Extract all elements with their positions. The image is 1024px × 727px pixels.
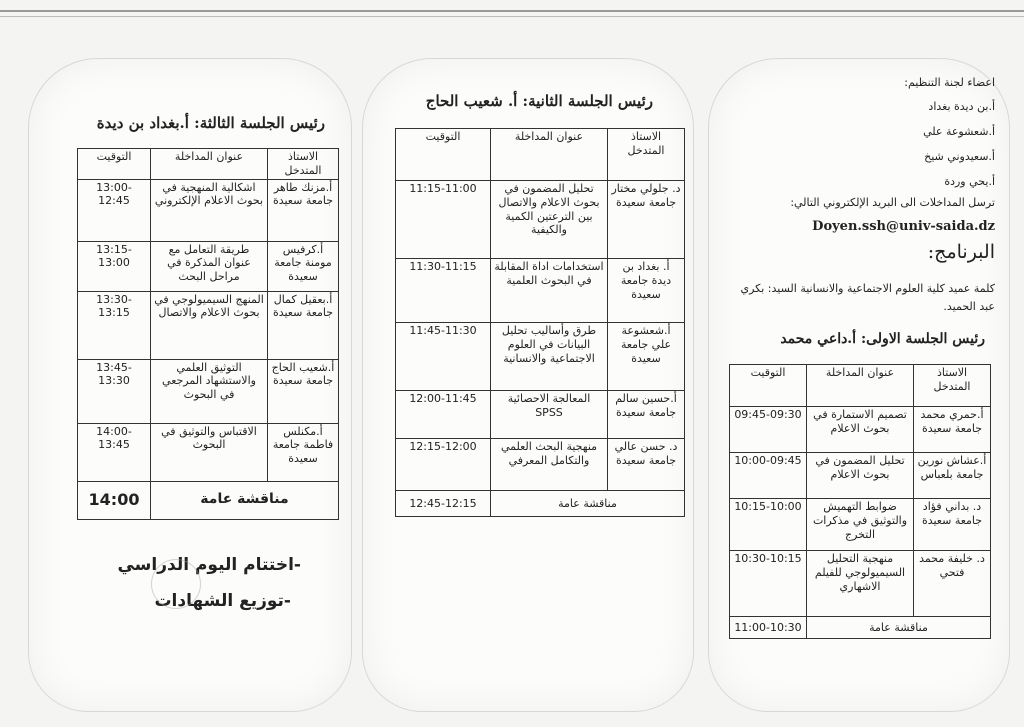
table-row	[730, 551, 991, 617]
table-row	[78, 359, 339, 423]
time-cell: 09:45-09:30	[730, 407, 807, 453]
session-2-table	[395, 128, 685, 517]
header-title: عنوان المداخلة	[151, 149, 268, 180]
header-time: التوقيت	[396, 129, 491, 181]
discussion-label: مناقشة عامة	[807, 617, 991, 639]
contact-email[interactable]: Doyen.ssh@univ-saida.dz	[812, 219, 995, 234]
committee-member: أ.شعشوعة علي	[923, 125, 995, 138]
table-row	[396, 391, 685, 439]
committee-member: أ.سعيدوني شيخ	[924, 150, 995, 163]
time-cell: 11:30-11:15	[396, 259, 491, 323]
speaker-cell: أ.كرفيس مومنة جامعة سعيدة	[268, 241, 339, 291]
header-time: التوقيت	[730, 365, 807, 407]
discussion-label: مناقشة عامة	[151, 481, 339, 519]
top-rule-secondary	[0, 16, 1024, 17]
title-cell: المنهج السيميولوجي في بحوث الاعلام والاتصال	[151, 291, 268, 359]
speaker-cell: أ.عشاش نورين جامعة بلعباس	[914, 453, 991, 499]
committee-member: أ.يحي وردة	[944, 175, 995, 188]
header-title: عنوان المداخلة	[491, 129, 608, 181]
title-cell: المعالجة الاحصائية SPSS	[491, 391, 608, 439]
title-cell: تحليل المضمون في بحوث الاعلام والاتصال بين الترعتين الكمية والكيفية	[491, 181, 608, 259]
speaker-cell: د. خليفة محمد فتحي	[914, 551, 991, 617]
time-cell: 14:00-13:45	[78, 423, 151, 481]
table-row	[730, 407, 991, 453]
table-row	[78, 423, 339, 481]
discussion-time: 11:00-10:30	[730, 617, 807, 639]
title-cell: منهجية التحليل السيميولوجي للفيلم الاشهاري	[807, 551, 914, 617]
time-cell: 13:30-13:15	[78, 291, 151, 359]
title-cell: تصميم الاستمارة في بحوث الاعلام	[807, 407, 914, 453]
title-cell: طريقة التعامل مع عنوان المذكرة في مراحل البحث	[151, 241, 268, 291]
title-cell: منهجية البحث العلمي والتكامل المعرفي	[491, 439, 608, 491]
email-note: ترسل المداخلات الى البريد الإلكتروني التالي:	[790, 196, 995, 209]
opening-speech: كلمة عميد كلية العلوم الاجتماعية والانسانية السيد: بكري عبد الحميد.	[740, 282, 995, 313]
speaker-cell: أ.بعقيل كمال جامعة سعيدة	[268, 291, 339, 359]
table-row	[78, 241, 339, 291]
session-3-chair: رئيس الجلسة الثالثة: أ.بغداد بن ديدة	[96, 114, 325, 132]
speaker-cell: أ.شعشوعة علي جامعة سعيدة	[608, 323, 685, 391]
top-rule	[0, 10, 1024, 12]
speaker-cell: أ.شعيب الحاج جامعة سعيدة	[268, 359, 339, 423]
committee-title: اعضاء لجنة التنظيم:	[904, 76, 995, 89]
panel-session-3	[28, 58, 352, 712]
title-cell: الاقتباس والتوثيق في البحوث	[151, 423, 268, 481]
session-2-chair: رئيس الجلسة الثانية: أ. شعيب الحاج	[425, 92, 653, 110]
time-cell: 13:45-13:30	[78, 359, 151, 423]
title-cell: اشكالية المنهجية في بحوث الاعلام الإلكتروني	[151, 179, 268, 241]
table-row	[78, 291, 339, 359]
discussion-time: 12:45-12:15	[396, 491, 491, 517]
speaker-cell: د. حسن عالي جامعة سعيدة	[608, 439, 685, 491]
title-cell: التوثيق العلمي والاستشهاد المرجعي في البحوث	[151, 359, 268, 423]
table-row	[730, 499, 991, 551]
title-cell: ضوابط التهميش والتوثيق في مذكرات التخرج	[807, 499, 914, 551]
title-cell: تحليل المضمون في بحوث الاعلام	[807, 453, 914, 499]
discussion-row	[78, 481, 339, 519]
time-cell: 13:15-13:00	[78, 241, 151, 291]
committee-member: أ.بن ديدة بغداد	[928, 100, 995, 113]
session-1-table	[729, 364, 991, 639]
table-row	[730, 453, 991, 499]
header-time: التوقيت	[78, 149, 151, 180]
stamp-mark	[151, 559, 201, 609]
speaker-cell: د. بداني فؤاد جامعة سعيدة	[914, 499, 991, 551]
table-row	[396, 181, 685, 259]
speaker-cell: أ.مكنلس فاطمة جامعة سعيدة	[268, 423, 339, 481]
time-cell: 12:15-12:00	[396, 439, 491, 491]
time-cell: 13:00-12:45	[78, 179, 151, 241]
discussion-row	[730, 617, 991, 639]
session-3-table	[77, 148, 339, 520]
closing-text: -اختتام اليوم الدراسي	[117, 555, 301, 575]
speaker-cell: أ. بغداد بن ديدة جامعة سعيدة	[608, 259, 685, 323]
table-row	[396, 259, 685, 323]
panel-session-1	[708, 58, 1010, 712]
table-row	[396, 323, 685, 391]
discussion-row	[396, 491, 685, 517]
time-cell: 10:00-09:45	[730, 453, 807, 499]
table-header-row	[730, 365, 991, 407]
program-title: البرنامج:	[927, 241, 995, 263]
time-cell: 12:00-11:45	[396, 391, 491, 439]
speaker-cell: د. جلولي مختار جامعة سعيدة	[608, 181, 685, 259]
header-title: عنوان المداخلة	[807, 365, 914, 407]
table-header-row	[78, 149, 339, 180]
speaker-cell: أ.مزنك طاهر جامعة سعيدة	[268, 179, 339, 241]
certificates-text: -توزيع الشهادات	[154, 591, 291, 611]
time-cell: 11:15-11:00	[396, 181, 491, 259]
table-header-row	[396, 129, 685, 181]
time-cell: 10:15-10:00	[730, 499, 807, 551]
speaker-cell: أ.حسين سالم جامعة سعيدة	[608, 391, 685, 439]
speaker-cell: أ.حمري محمد جامعة سعيدة	[914, 407, 991, 453]
session-1-chair: رئيس الجلسة الاولى: أ.داعي محمد	[780, 331, 985, 347]
panel-session-2	[362, 58, 694, 712]
header-speaker: الاستاذ المتدخل	[608, 129, 685, 181]
discussion-label: مناقشة عامة	[491, 491, 685, 517]
title-cell: طرق وأساليب تحليل البيانات في العلوم الاجتماعية والانسانية	[491, 323, 608, 391]
table-row	[396, 439, 685, 491]
time-cell: 10:30-10:15	[730, 551, 807, 617]
title-cell: استخدامات اداة المقابلة في البحوث العلمية	[491, 259, 608, 323]
table-row	[78, 179, 339, 241]
time-cell: 11:45-11:30	[396, 323, 491, 391]
discussion-time: 14:00	[78, 481, 151, 519]
header-speaker: الاستاذ المتدخل	[268, 149, 339, 180]
header-speaker: الاستاذ المتدخل	[914, 365, 991, 407]
